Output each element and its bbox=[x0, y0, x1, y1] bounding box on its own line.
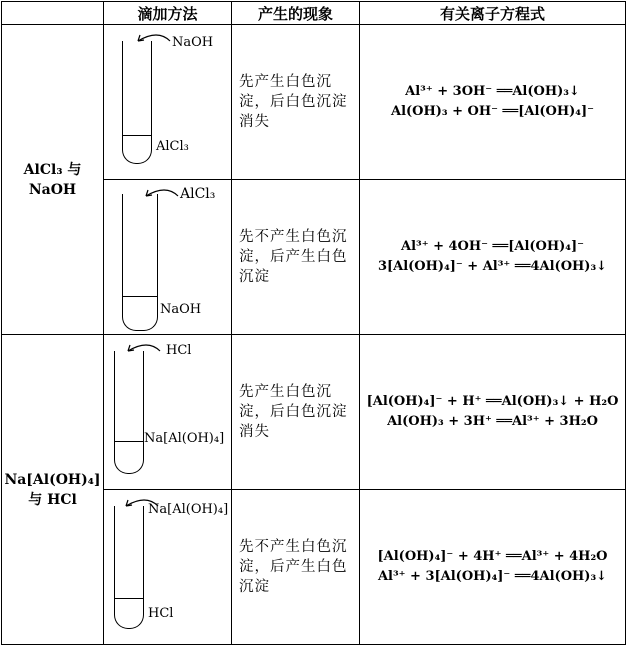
liquid-level bbox=[123, 135, 151, 136]
tube-reagent-label: NaOH bbox=[160, 302, 202, 317]
group-label-line2: NaOH bbox=[28, 181, 77, 198]
tube-reagent-label: AlCl₃ bbox=[156, 139, 189, 154]
header-equation: 有关离子方程式 bbox=[360, 2, 626, 25]
liquid-level bbox=[115, 598, 143, 599]
phenomenon-cell: 先不产生白色沉淀，后产生白色沉淀 bbox=[232, 490, 360, 645]
table-row bbox=[2, 25, 626, 180]
drop-reagent-label: HCl bbox=[166, 343, 192, 358]
group-label-line2: 与 HCl bbox=[28, 491, 77, 508]
drop-reagent-label: NaOH bbox=[172, 35, 214, 50]
equation-cell bbox=[360, 25, 626, 180]
drop-arrow-icon bbox=[124, 339, 164, 359]
test-tube bbox=[122, 41, 152, 164]
equation-line: Al³⁺ + 4OH⁻ ══[Al(OH)₄]⁻ bbox=[400, 239, 584, 254]
drop-arrow-icon bbox=[134, 29, 174, 49]
header-method: 滴加方法 bbox=[104, 2, 232, 25]
tube-reagent-label: HCl bbox=[148, 606, 174, 621]
reaction-table bbox=[1, 1, 626, 645]
group-label-line1: Na[Al(OH)₄] bbox=[4, 471, 101, 488]
header-blank bbox=[2, 2, 104, 25]
equation-line: [Al(OH)₄]⁻ + 4H⁺ ══Al³⁺ + 4H₂O bbox=[377, 549, 608, 564]
header-phenomenon: 产生的现象 bbox=[232, 2, 360, 25]
equation-cell bbox=[360, 335, 626, 490]
test-tube bbox=[114, 351, 144, 474]
liquid-level bbox=[123, 296, 157, 297]
liquid-level bbox=[115, 441, 143, 442]
test-tube bbox=[122, 194, 158, 331]
test-tube bbox=[114, 506, 144, 629]
method-cell bbox=[104, 490, 232, 645]
phenomenon-cell: 先不产生白色沉淀，后产生白色沉淀 bbox=[232, 180, 360, 335]
method-cell bbox=[104, 335, 232, 490]
group-naaloh4-hcl bbox=[2, 335, 104, 645]
equation-cell bbox=[360, 490, 626, 645]
group-alcl3-naoh bbox=[2, 25, 104, 335]
equation-line: Al(OH)₃ + OH⁻ ══[Al(OH)₄]⁻ bbox=[390, 104, 594, 119]
drop-arrow-icon bbox=[142, 184, 182, 204]
drop-reagent-label: AlCl₃ bbox=[180, 186, 216, 202]
equation-line: 3[Al(OH)₄]⁻ + Al³⁺ ══4Al(OH)₃↓ bbox=[377, 259, 608, 274]
equation-line: [Al(OH)₄]⁻ + H⁺ ══Al(OH)₃↓ + H₂O bbox=[366, 394, 619, 409]
group-label-line1: AlCl₃ 与 bbox=[23, 161, 82, 178]
method-cell bbox=[104, 180, 232, 335]
table-row bbox=[2, 335, 626, 490]
phenomenon-cell: 先产生白色沉淀，后白色沉淀消失 bbox=[232, 335, 360, 490]
equation-cell bbox=[360, 180, 626, 335]
equation-line: Al³⁺ + 3[Al(OH)₄]⁻ ══4Al(OH)₃↓ bbox=[377, 569, 608, 584]
header-row bbox=[2, 2, 626, 25]
method-cell bbox=[104, 25, 232, 180]
equation-line: Al(OH)₃ + 3H⁺ ══Al³⁺ + 3H₂O bbox=[387, 414, 598, 429]
drop-reagent-label: Na[Al(OH)₄] bbox=[148, 502, 229, 517]
tube-reagent-label: Na[Al(OH)₄] bbox=[144, 431, 225, 446]
phenomenon-cell: 先产生白色沉淀，后白色沉淀消失 bbox=[232, 25, 360, 180]
equation-line: Al³⁺ + 3OH⁻ ══Al(OH)₃↓ bbox=[405, 84, 580, 99]
